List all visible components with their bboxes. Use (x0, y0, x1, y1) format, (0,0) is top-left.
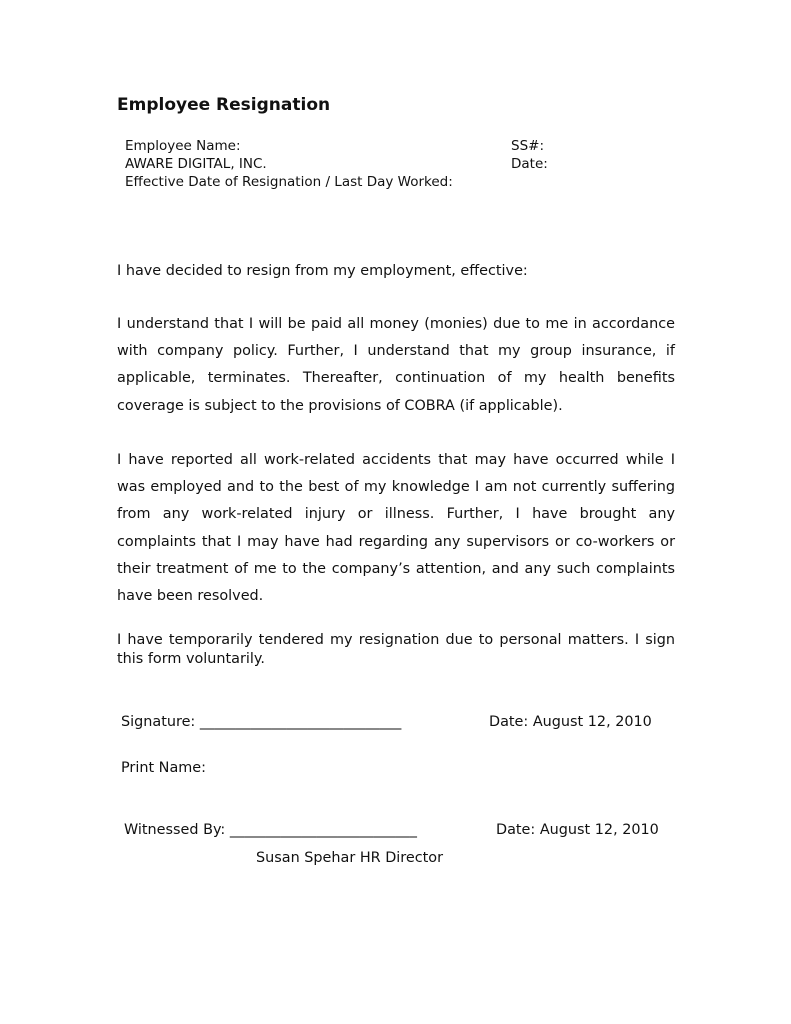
paragraph-accidents: I have reported all work-related accidents that may have occurred while I was employed and to the best of my knowledge I am not currently suffering from any work-related injury or illness. Further, I have brought any complaints that I may have had regarding any supervisors or co-workers or their treatment of me to the company’s attention, and any such complaints have been resolved. (117, 452, 675, 605)
header-date-label: Date: (511, 156, 548, 172)
company-name: AWARE DIGITAL, INC. (125, 156, 267, 172)
paragraph-voluntary: I have temporarily tendered my resignation due to personal matters. I sign this form voluntarily. (117, 632, 675, 667)
paragraph-effective: I have decided to resign from my employment, effective: (117, 263, 528, 279)
print-name-label: Print Name: (121, 760, 206, 776)
signature-date: Date: August 12, 2010 (489, 714, 652, 730)
page-title: Employee Resignation (117, 95, 331, 115)
ss-number-label: SS#: (511, 138, 544, 154)
signature-line: Signature: ____________________________ (121, 714, 402, 730)
witness-line: Witnessed By: __________________________ (124, 822, 417, 838)
paragraph-payment: I understand that I will be paid all money (monies) due to me in accordance with company policy. Further, I understand that my group insurance, if applicable, terminates. Thereafter, continuation of my health benefits coverage is subject to the provisions of COBRA (if applicable). (117, 316, 675, 414)
employee-name-label: Employee Name: (125, 138, 241, 154)
witness-name: Susan Spehar HR Director (256, 850, 444, 866)
witness-date: Date: August 12, 2010 (496, 822, 659, 838)
effective-date-label: Effective Date of Resignation / Last Day Worked: (125, 174, 453, 190)
